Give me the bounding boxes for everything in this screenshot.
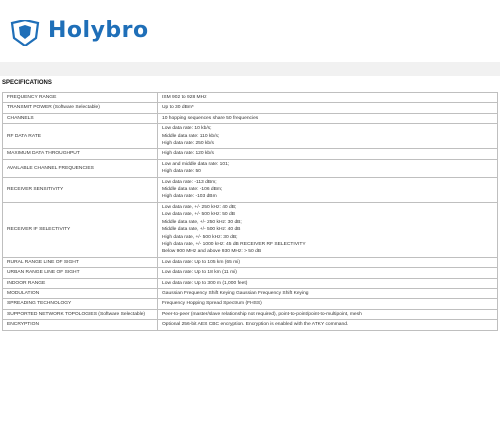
spec-value-line: Low data rate: -113 dBm; (162, 179, 217, 185)
spec-value-line: Frequency Hopping Spread Spectrum (FHSS) (162, 301, 262, 307)
spec-value-line: Middle data rate: -106 dBm; (162, 187, 223, 193)
spec-value-line: Low data rate: Up to 105 km (65 mi) (162, 259, 241, 265)
spec-value-line: Low and middle data rate: 101; (162, 161, 230, 167)
spec-label: MODULATION (3, 288, 158, 298)
spec-label: MAXIMUM DATA THROUGHPUT (3, 149, 158, 159)
spec-value (158, 177, 498, 202)
spec-row (3, 103, 498, 113)
spec-value-line: Low data rate, +/- 250 kHz: 40 dB; (162, 204, 237, 210)
spec-label: FREQUENCY RANGE (3, 93, 158, 103)
spec-row (3, 149, 498, 159)
spec-value-line: Middle data rate, +/- 250 kHz: 30 dB; (162, 219, 242, 225)
divider-band (0, 62, 500, 76)
brand-name[interactable]: Holybro (48, 18, 149, 43)
spec-row (3, 159, 498, 177)
spec-value-line: Middle data rate: 110 kb/s; (162, 133, 220, 139)
spec-value (158, 320, 498, 330)
spec-value (158, 278, 498, 288)
spec-row (3, 268, 498, 278)
spec-label: CHANNELS (3, 113, 158, 123)
holybro-logo-icon[interactable] (10, 20, 40, 46)
spec-value (158, 202, 498, 257)
spec-value (158, 113, 498, 123)
spec-row (3, 320, 498, 330)
spec-value (158, 288, 498, 298)
spec-label: ENCRYPTION (3, 320, 158, 330)
spec-label: TRANSMIT POWER (Software Selectable) (3, 103, 158, 113)
spec-label: RECEIVER IF SELECTIVITY (3, 202, 158, 257)
spec-label: AVAILABLE CHANNEL FREQUENCIES (3, 159, 158, 177)
spec-value-line: Low data rate: Up to 18 km (11 mi) (162, 270, 237, 276)
spec-value-line: High data rate: 50 (162, 169, 201, 175)
spec-label: SPREADING TECHNOLOGY (3, 299, 158, 309)
spec-label: URBAN RANGE LINE OF SIGHT (3, 268, 158, 278)
spec-value-line: Middle data rate, +/- 500 kHz: 40 dB (162, 227, 241, 233)
site-header (0, 0, 500, 60)
spec-value (158, 124, 498, 149)
spec-row (3, 124, 498, 149)
spec-label: SUPPORTED NETWORK TOPOLOGIES (Software Selectable) (3, 309, 158, 319)
spec-row (3, 299, 498, 309)
spec-value (158, 149, 498, 159)
spec-value-line: Gaussian Frequency Shift Keying Gaussian Frequency Shift Keying (162, 290, 309, 296)
spec-row (3, 93, 498, 103)
spec-row (3, 257, 498, 267)
spec-value-line: High data rate: 120 kb/s (162, 151, 214, 157)
spec-label: RECEIVER SENSITIVITY (3, 177, 158, 202)
spec-row (3, 202, 498, 257)
spec-value (158, 257, 498, 267)
spec-value-line: High data rate: -103 dBm (162, 194, 217, 200)
spec-value (158, 309, 498, 319)
spec-row (3, 177, 498, 202)
spec-value-line: Peer-to-peer (master/slave relationship not required), point-to-point/point-to-multipoint, mesh (162, 311, 362, 317)
spec-row (3, 278, 498, 288)
spec-label: RURAL RANGE LINE OF SIGHT (3, 257, 158, 267)
spec-value (158, 268, 498, 278)
spec-value-line: High data rate: 250 kb/s (162, 141, 214, 147)
spec-row (3, 288, 498, 298)
spec-value (158, 93, 498, 103)
spec-row (3, 113, 498, 123)
spec-value-line: Low data rate, +/- 500 kHz: 50 dB (162, 212, 235, 218)
section-title: SPECIFICATIONS (2, 80, 52, 86)
spec-value-line: Up to 30 dBm* (162, 105, 194, 111)
spec-value-line: Low data rate: Up to 300 m (1,000 feet) (162, 280, 248, 286)
spec-value (158, 159, 498, 177)
spec-label: RF DATA RATE (3, 124, 158, 149)
specifications-table (2, 92, 498, 331)
spec-row (3, 309, 498, 319)
spec-value-line: Low data rate: 10 kb/s; (162, 126, 212, 132)
spec-value-line: 10 hopping sequences share 50 frequencies (162, 115, 259, 121)
spec-label: INDOOR RANGE (3, 278, 158, 288)
spec-value-line: Below 900 MHz and above 930 MHz: > 50 dB (162, 249, 262, 255)
spec-value-line: High data rate, +/- 500 kHz: 30 dB; (162, 234, 238, 240)
spec-value-line: Optional 256-bit AES CBC encryption. Encryption is enabled with the ATKY command. (162, 322, 349, 328)
spec-value (158, 299, 498, 309)
spec-value (158, 103, 498, 113)
spec-value-line: ISM 902 to 928 MHz (162, 95, 207, 100)
spec-value-line: High data rate, +/- 1000 kHz: 45 dB RECEIVER RF SELECTIVITY (162, 241, 306, 247)
